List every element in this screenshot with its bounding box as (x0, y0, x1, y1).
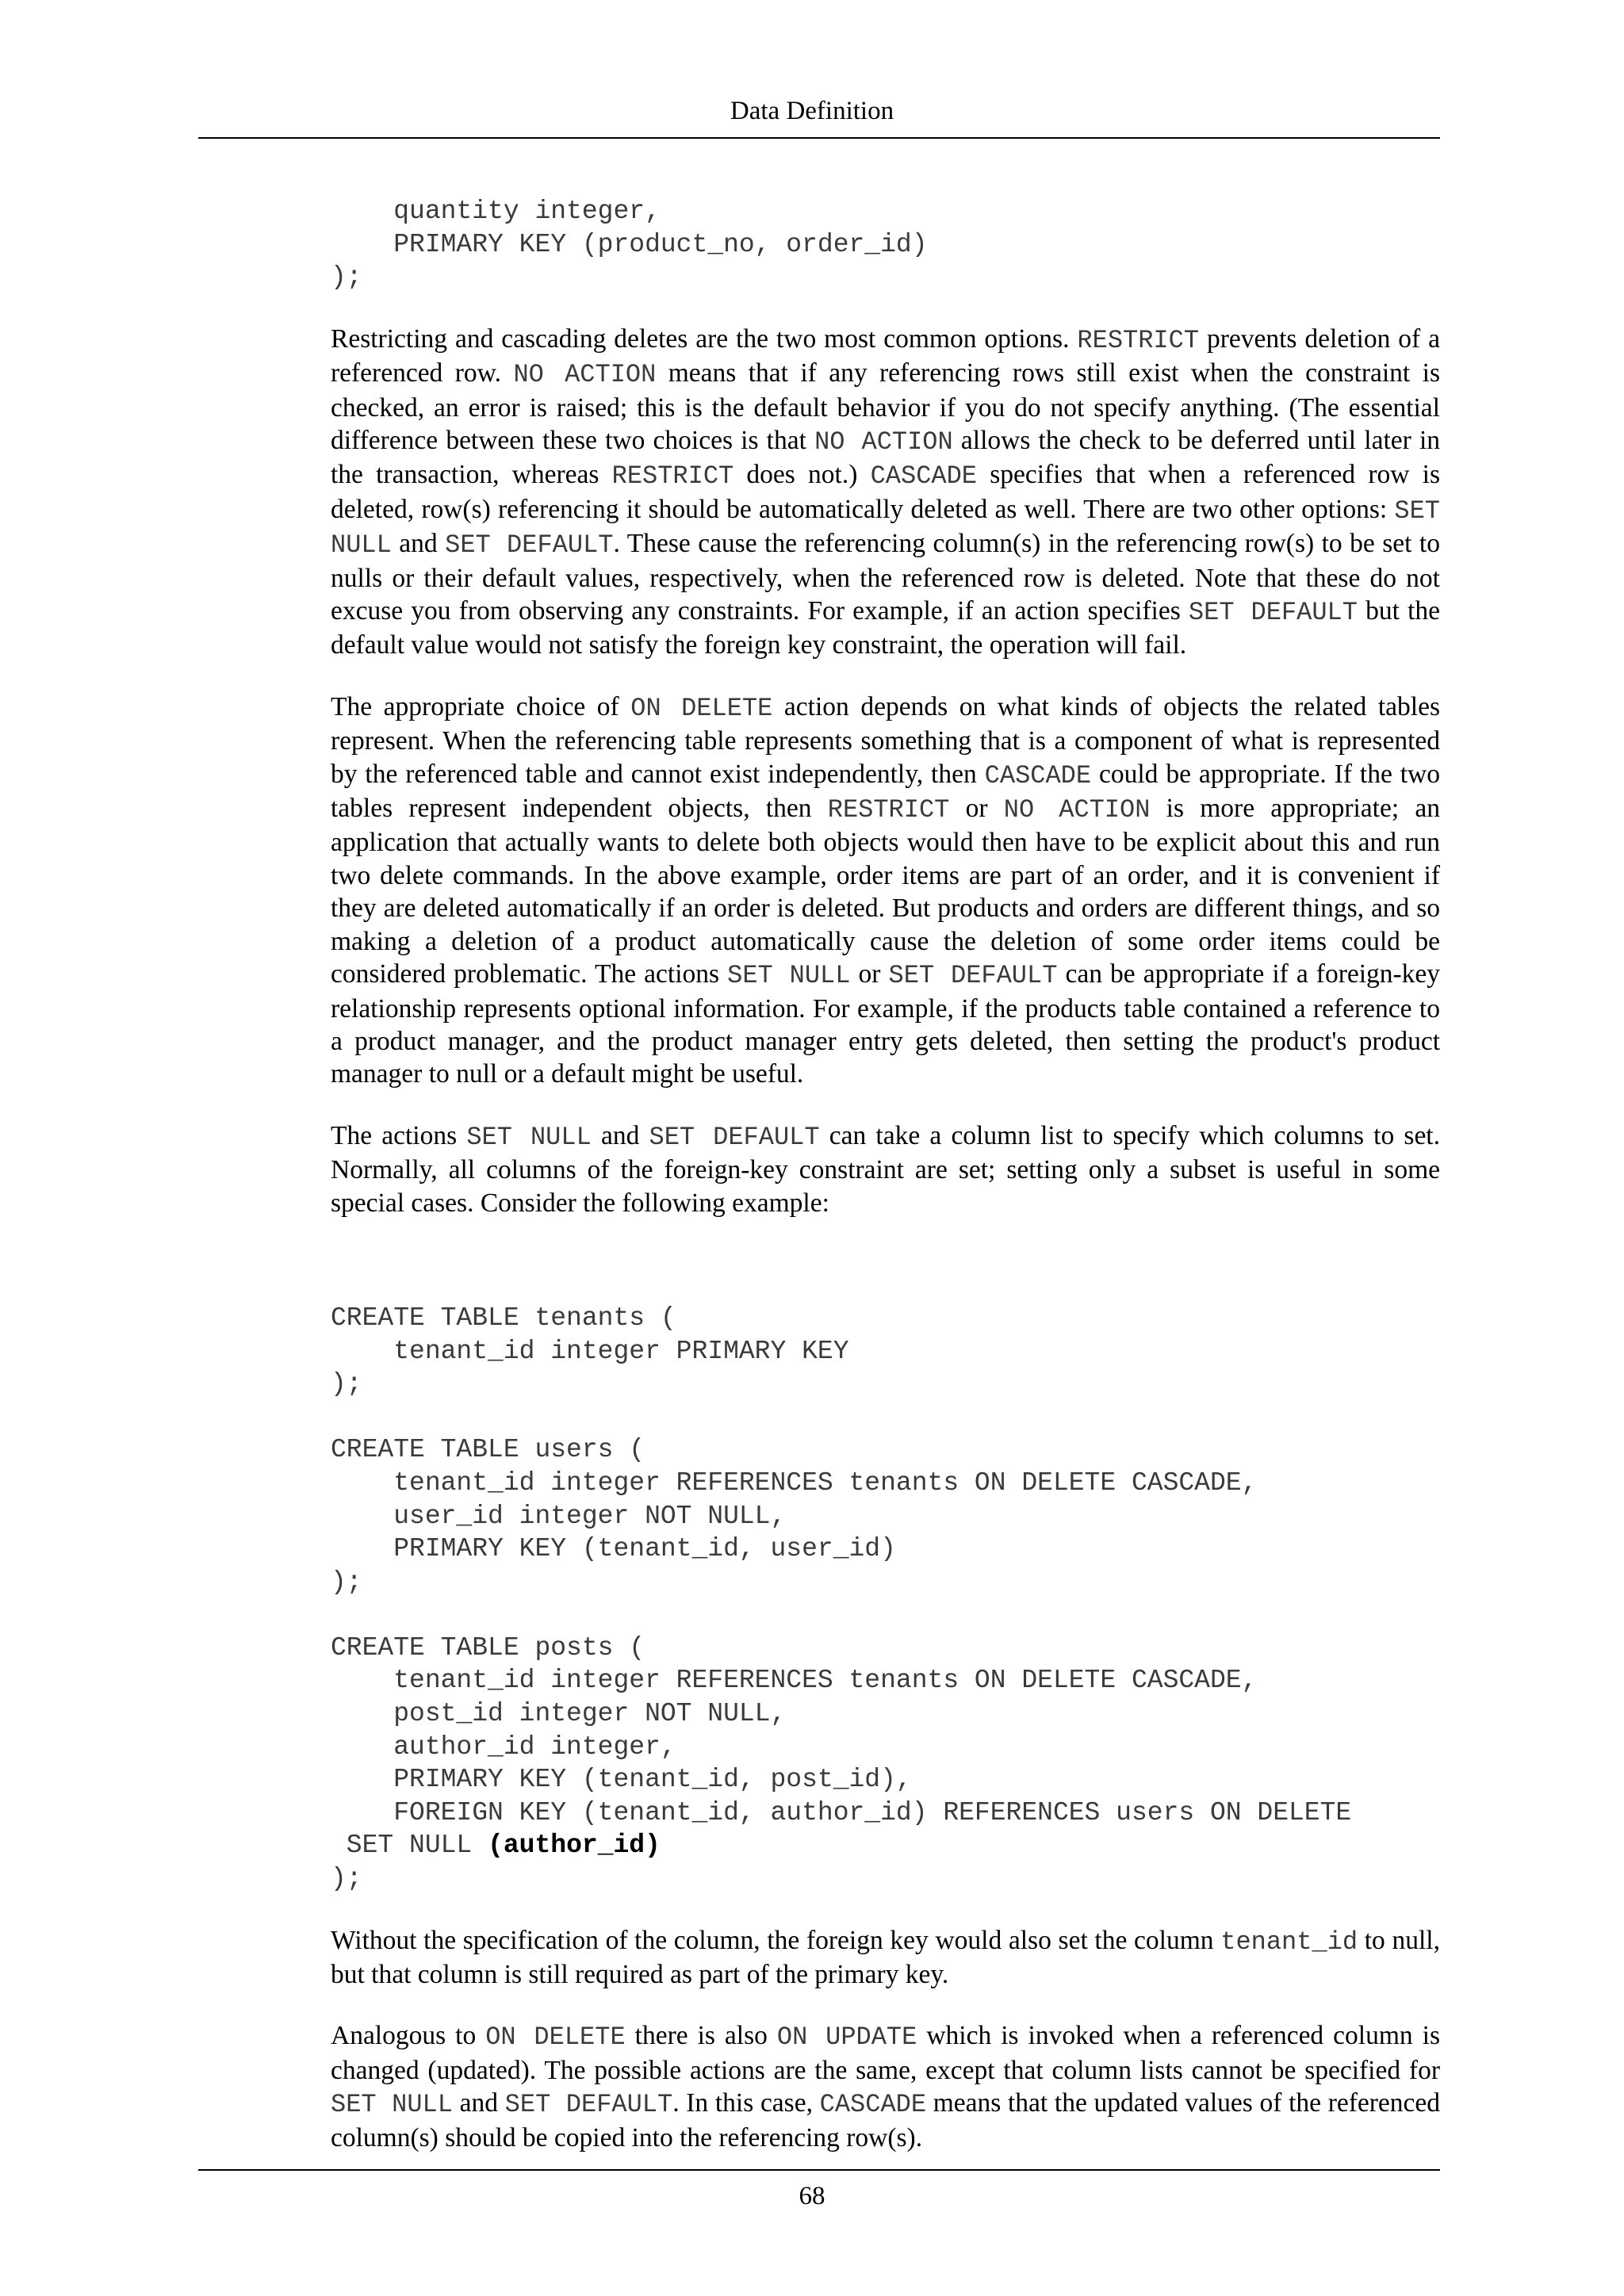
code-bold-column: (author_id) (488, 1831, 661, 1861)
paragraph-without-column: Without the specification of the column, the foreign key would also set the column tenant_id to null, but that column is still required as part of the primary key. (331, 1925, 1440, 1990)
header-rule (198, 137, 1440, 139)
paragraph-on-update: Analogous to ON DELETE there is also ON UPDATE which is invoked when a referenced column is changed (updated). The possible actions are the same, except that column lists cannot be specified for SET NULL and SET DEFAULT. In this case, CASCADE means that the updated values of the referenced column(s) should be copied into the referencing row(s). (331, 2021, 1441, 2152)
code-block-top: quantity integer, PRIMARY KEY (product_no, order_id) ); (331, 197, 928, 293)
running-header: Data Definition (730, 97, 894, 125)
paragraph-column-list: The actions SET NULL and SET DEFAULT can take a column list to specify which columns to set. Normally, all columns of the foreign-key constraint are set; setting only a subset is useful in some special cases. Consider the following example: (331, 1120, 1440, 1218)
paragraph-restrict-cascade: Restricting and cascading deletes are the two most common options. RESTRICT prevents deletion of a referenced row. NO ACTION means that if any referencing rows still exist when the constraint is checked, an error is raised; this is the default behavior if you do not specify anything. (The essential difference between these two choices is that NO ACTION allows the check to be deferred until later in the transaction, whereas RESTRICT does not.) CASCADE specifies that when a referenced row is deleted, row(s) referencing it should be automatically deleted as well. There are two other options: SET NULL and SET DEFAULT. These cause the referencing column(s) in the referencing row(s) to be set to nulls or their default values, respectively, when the referenced row is deleted. Note that these do not excuse you from observing any constraints. For example, if an action specifies SET DEFAULT but the default value would not satisfy the foreign key constraint, the operation will fail. (331, 323, 1441, 660)
code-block-example (331, 1302, 1440, 1896)
code-example-body: CREATE TABLE tenants ( tenant_id integer PRIMARY KEY ); CREATE TABLE users ( tenant_id integer REFERENCES tenants ON DELETE CASCADE, user_id integer NOT NULL, PRIMARY KEY (tenant_id, user_id) ); CREATE TABLE posts ( tenant_id integer REFERENCES tenants ON DELETE CASCADE, post_id integer NOT NULL, author_id integer, PRIMARY KEY (tenant_id, post_id), FOREIGN KEY (tenant_id, author_id) REFERENCES users ON DELETE (331, 1303, 1352, 1827)
code-wrap-fragment: SET NULL (331, 1831, 488, 1861)
code-example-end: ); (331, 1864, 362, 1894)
footer-rule (198, 2169, 1440, 2171)
page-number: 68 (799, 2182, 825, 2210)
paragraph-on-delete-choice: The appropriate choice of ON DELETE action depends on what kinds of objects the related tables represent. When the referencing table represents something that is a component of what is represented by the referenced table and cannot exist independently, then CASCADE could be appropriate. If the two tables represent independent objects, then RESTRICT or NO ACTION is more appropriate; an application that actually wants to delete both objects would then have to be explicit about this and run two delete commands. In the above example, order items are part of an order, and it is convenient if they are deleted automatically if an order is deleted. But products and orders are different things, and so making a deletion of a product automatically cause the deletion of some order items could be considered problematic. The actions SET NULL or SET DEFAULT can be appropriate if a foreign-key relationship represents optional information. For example, if the products table contained a reference to a product manager, and the product manager entry gets deleted, then setting the product's product manager to null or a default might be useful. (331, 691, 1441, 1089)
page-body (331, 195, 1440, 2154)
